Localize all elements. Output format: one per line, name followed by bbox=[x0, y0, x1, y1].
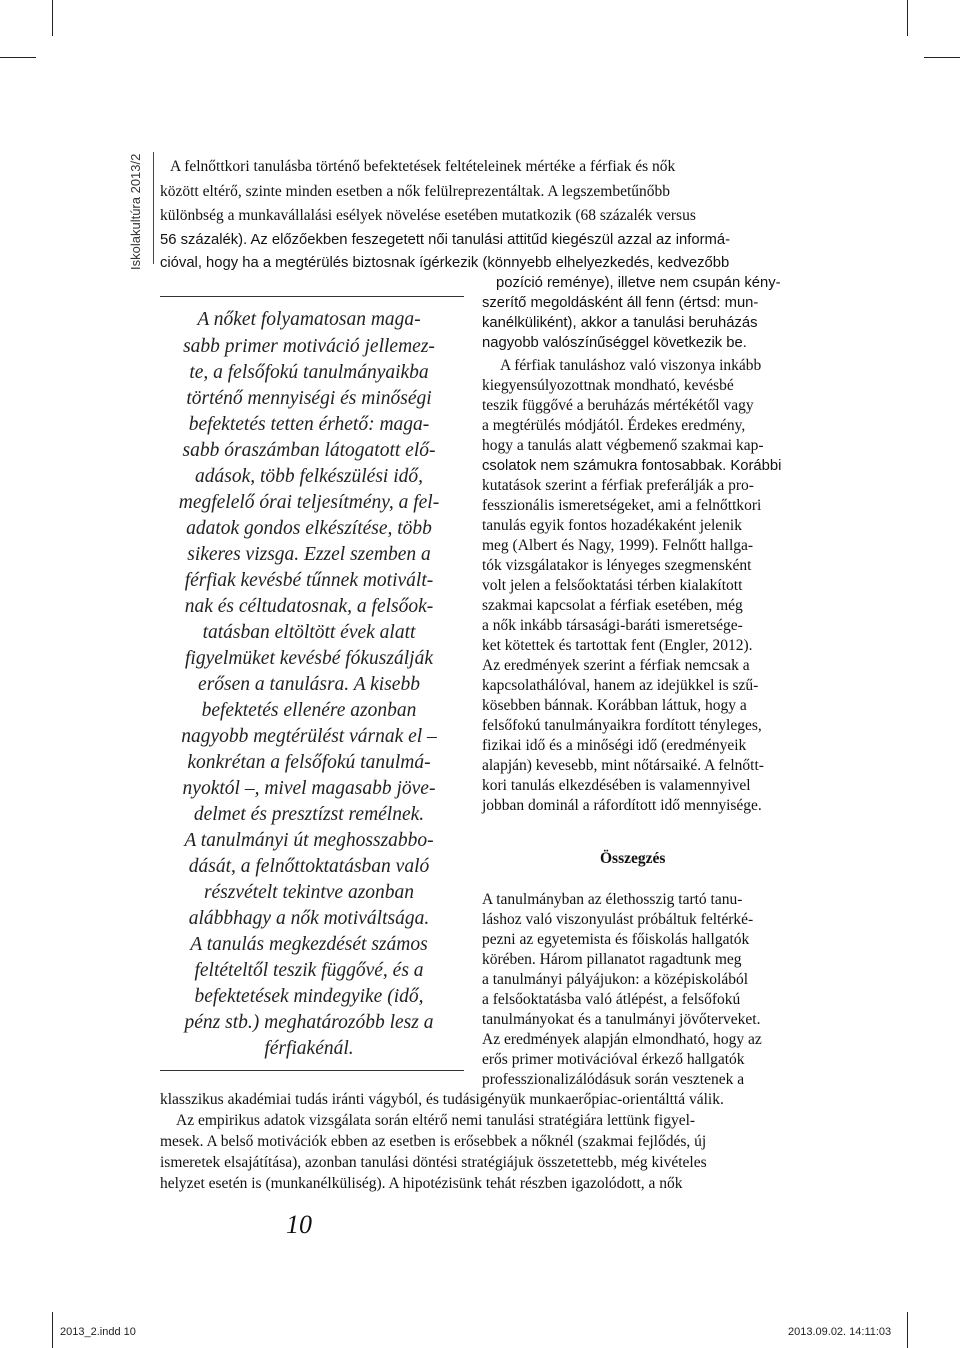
quote-line: befektetés ellenére azonban bbox=[201, 700, 417, 721]
quote-line: befektetés tetten érhető: maga- bbox=[188, 414, 430, 435]
text-line: Az eredmények szerint a férfiak nemcsak a bbox=[482, 657, 750, 674]
text-line: között eltérő, szinte minden esetben a nők felülreprezentáltak. A legszembetűnőbb bbox=[160, 183, 671, 200]
quote-line: A tanulás megkezdését számos bbox=[190, 934, 428, 955]
text-line: jobban dominál a ráfordított idő mennyisége. bbox=[482, 797, 762, 814]
text-line: volt jelen a felsőoktatási térben kialakított bbox=[482, 577, 743, 594]
quote-line: pénz stb.) meghatározóbb lesz a bbox=[184, 1012, 434, 1033]
text-line: A felnőttkori tanulásba történő befektetések feltételeinek mértéke a férfiak és nők bbox=[170, 158, 676, 175]
pull-quote-bottom-rule bbox=[160, 1070, 464, 1071]
text-line: helyzet esetén is (munkanélküliség). A hipotézisünk tehát részben igazolódott, a nők bbox=[160, 1175, 683, 1192]
quote-line: alábbhagy a nők motiváltsága. bbox=[188, 908, 430, 929]
quote-line: A tanulmányi út meghosszabbo- bbox=[184, 830, 434, 851]
text-line: klasszikus akadémiai tudás iránti vágyból, és tudásigényük munkaerőpiac-orientálttá válik. bbox=[160, 1091, 724, 1108]
journal-label-text: Iskolakultúra 2013/2 bbox=[128, 153, 143, 270]
quote-line: nagyobb megtérülést várnak el – bbox=[181, 726, 437, 747]
quote-line: megfelelő órai teljesítmény, a fel- bbox=[178, 492, 440, 513]
quote-line: delmet és presztízst remélnek. bbox=[193, 804, 425, 825]
text-line: tók vizsgálatakor is lényeges szegmensként bbox=[482, 557, 752, 574]
text-line: hogy a tanulás alatt végbemenő szakmai kap- bbox=[482, 437, 764, 454]
text-line: A férfiak tanuláshoz való viszonya inkább bbox=[500, 357, 762, 374]
quote-line: férfiak kevésbé tűnnek motivált- bbox=[184, 570, 434, 591]
quote-line: sabb óraszámban látogatott elő- bbox=[182, 440, 436, 461]
text-line: szerítő megoldásként áll fenn (értsd: mun- bbox=[482, 295, 759, 311]
quote-line: sabb primer motiváció jellemez- bbox=[183, 336, 435, 357]
crop-mark bbox=[924, 57, 960, 58]
text-line: fesszionális ismeretségeket, ami a felnőttkori bbox=[482, 497, 762, 514]
quote-line: konkrétan a felsőfokú tanulmá- bbox=[187, 752, 431, 773]
crop-mark bbox=[0, 57, 36, 58]
footer-file: 2013_2.indd 10 bbox=[60, 1326, 136, 1338]
text-line: nagyobb valószínűséggel következik be. bbox=[482, 335, 747, 351]
quote-line: nyoktól –, mivel magasabb jöve- bbox=[182, 778, 436, 799]
quote-line: történő mennyiségi és minőségi bbox=[186, 388, 432, 409]
quote-line: tatásban eltöltött évek alatt bbox=[202, 622, 416, 643]
crop-mark bbox=[52, 0, 53, 36]
text-line: Az eredmények alapján elmondható, hogy az bbox=[482, 1031, 762, 1048]
text-line: kori tanulás elkezdésében is valamennyivel bbox=[482, 777, 751, 794]
text-line: tanulmányokat és a tanulmányi jövőterveket. bbox=[482, 1011, 761, 1028]
text-line: 56 százalék). Az előzőekben feszegetett női tanulási attitűd kiegészül azzal az informá- bbox=[160, 232, 730, 248]
text-line: teszik függővé a beruházás mértékétől vagy bbox=[482, 397, 754, 414]
text-line: kutatások szerint a férfiak preferálják a pro- bbox=[482, 477, 754, 494]
quote-line: nak és céltudatosnak, a felsőok- bbox=[184, 596, 434, 617]
text-line: tanulás egyik fontos hozadékaként jelenik bbox=[482, 517, 742, 534]
quote-line: figyelmüket kevésbé fókuszálják bbox=[185, 648, 433, 669]
text-line: kapcsolathálóval, hanem az idejükkel is szű- bbox=[482, 677, 759, 694]
quote-line: feltételtől teszik függővé, és a bbox=[194, 960, 424, 981]
text-line: erős primer motivációval érkező hallgatók bbox=[482, 1051, 745, 1068]
quote-line: férfiakénál. bbox=[264, 1038, 354, 1059]
quote-line: sikeres vizsga. Ezzel szemben a bbox=[187, 544, 431, 565]
text-line: A tanulmányban az élethosszig tartó tanu- bbox=[482, 891, 743, 908]
quote-line: adatok gondos elkészítése, több bbox=[186, 518, 432, 539]
text-line: Az empirikus adatok vizsgálata során eltérő nemi tanulási stratégiára lettünk figyel- bbox=[176, 1112, 696, 1129]
crop-mark bbox=[907, 0, 908, 36]
quote-line: erősen a tanulásra. A kisebb bbox=[198, 674, 420, 695]
text-line: pozíció reménye), illetve nem csupán kény- bbox=[496, 275, 781, 291]
text-line: körében. Három pillanatot ragadtunk meg bbox=[482, 951, 742, 968]
text-line: különbség a munkavállalási esélyek növelése esetében mutatkozik (68 százalék versus bbox=[160, 207, 696, 224]
text-line: kiegyensúlyozottnak mondható, kevésbé bbox=[482, 377, 734, 394]
text-line: fizikai idő és a minőségi idő (eredményeik bbox=[482, 737, 747, 754]
quote-line: dását, a felnőttoktatásban való bbox=[188, 856, 430, 877]
footer-timestamp: 2013.09.02. 14:11:03 bbox=[788, 1326, 892, 1338]
quote-line: adások, több felkészülési idő, bbox=[194, 466, 423, 487]
text-line: kösebben bánnak. Korábban láttuk, hogy a bbox=[482, 697, 747, 714]
text-line: meg (Albert és Nagy, 1999). Felnőtt hallga- bbox=[482, 537, 754, 554]
quote-line: A nőket folyamatosan maga- bbox=[197, 309, 421, 330]
text-line: pezni az egyetemista és főiskolás hallgatók bbox=[482, 931, 750, 948]
section-heading: Összegzés bbox=[600, 850, 666, 867]
journal-side-label bbox=[128, 150, 146, 270]
text-line: csolatok nem számukra fontosabbak. Korábbi bbox=[482, 458, 782, 474]
text-line: láshoz való viszonyulást próbáltuk feltérké- bbox=[482, 911, 754, 928]
crop-mark bbox=[907, 1312, 908, 1348]
text-line: felsőfokú tanulmányaikra fordított tényleges, bbox=[482, 717, 762, 734]
page-number: 10 bbox=[286, 1210, 312, 1239]
text-line: a felsőoktatásba való átlépést, a felsőfokú bbox=[482, 991, 741, 1008]
text-line: a tanulmányi pályájukon: a középiskolából bbox=[482, 971, 749, 988]
text-line: szakmai kapcsolat a férfiak esetében, még bbox=[482, 597, 743, 614]
crop-mark bbox=[52, 1312, 53, 1348]
text-line: a nők inkább társasági-baráti ismeretsége- bbox=[482, 617, 743, 634]
quote-line: befektetések mindegyike (idő, bbox=[194, 986, 424, 1007]
text-line: ket kötettek és tartottak fent (Engler, 2012). bbox=[482, 637, 753, 654]
text-line: professzionalizálódásuk során vesztenek a bbox=[482, 1071, 745, 1088]
pull-quote-top-rule bbox=[160, 296, 464, 297]
text-line: a megtérülés módjától. Érdekes eredmény, bbox=[482, 417, 746, 434]
text-line: kanélküliként), akkor a tanulási beruházás bbox=[482, 315, 758, 331]
quote-line: részvételt tekintve azonban bbox=[203, 882, 415, 903]
quote-line: te, a felsőfokú tanulmányaikba bbox=[189, 362, 429, 383]
text-line: mesek. A belső motivációk ebben az esetben is erősebbek a nőknél (szakmai fejlődés, új bbox=[160, 1133, 707, 1150]
side-divider bbox=[153, 152, 154, 264]
text-line: cióval, hogy ha a megtérülés biztosnak ígérkezik (könnyebb elhelyezkedés, kedvezőbb bbox=[160, 255, 730, 271]
text-line: alapján) kevesebb, mint nőtársaiké. A felnőtt- bbox=[482, 757, 764, 774]
text-line: ismeretek elsajátítása), azonban tanulási döntési stratégiájuk összetettebb, még kivételes bbox=[160, 1154, 707, 1171]
